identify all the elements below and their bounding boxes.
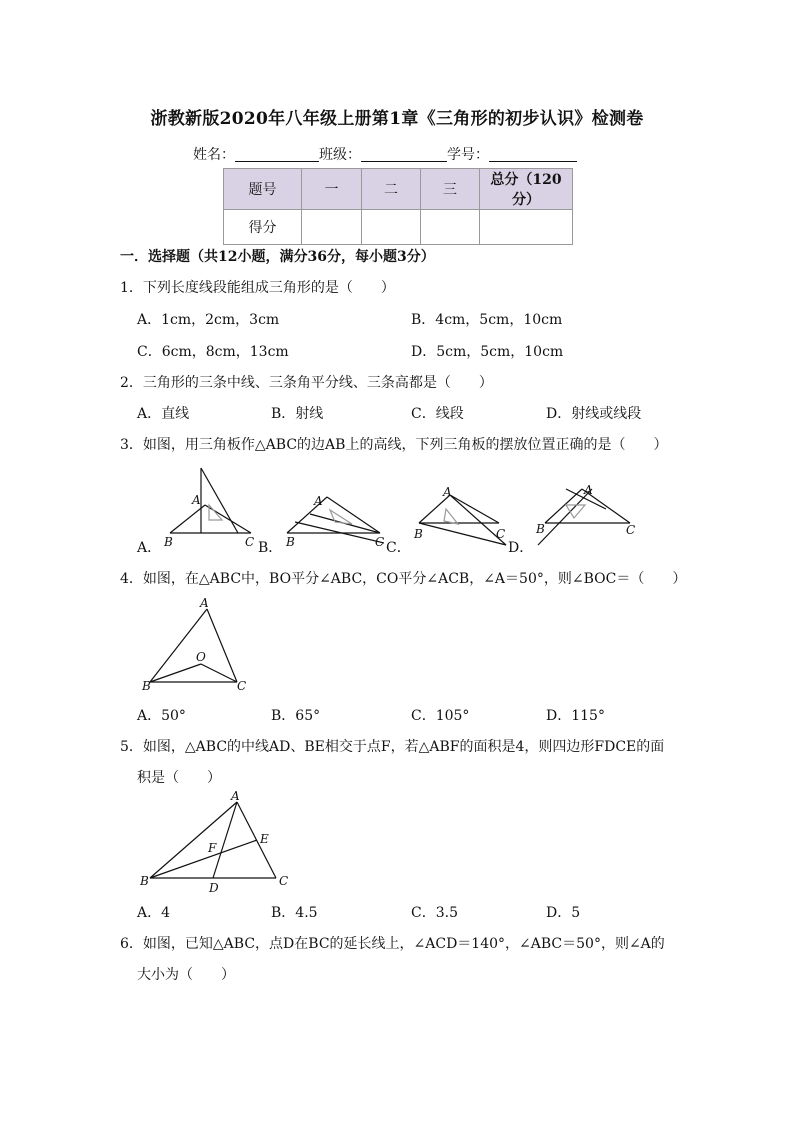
q3-figure-c [419,495,506,545]
q2-option-d[interactable]: D．射线或线段 [546,406,642,422]
section-heading: 一．选择题（共12小题，满分36分，每小题3分） [120,249,435,265]
label-a: A [314,494,323,508]
label-o: O [196,650,206,664]
label-a: A [231,789,240,803]
question-2-text: 2．三角形的三条中线、三条角平分线、三条高都是（ ） [120,375,493,391]
score-header-cell: 题号 [224,169,302,210]
label-b: B [164,535,173,549]
score-header-cell: 一 [302,169,362,210]
label-a: A [200,596,209,610]
q5-triangle-figure [150,802,276,878]
class-label: 班级： [319,147,361,163]
score-row-label: 得分 [224,210,302,245]
label-b: B [140,874,149,888]
score-header-cell: 二 [362,169,421,210]
q3-option-d[interactable]: D． [508,540,534,556]
q5-option-b[interactable]: B．4.5 [271,905,318,921]
q5-option-a[interactable]: A．4 [137,905,171,921]
question-6-text: 6．如图，已知△ABC，点D在BC的延长线上，∠ACD＝140°，∠ABC＝50°，则∠A的 [120,936,665,952]
question-3-text: 3．如图，用三角板作△ABC的边AB上的高线，下列三角板的摆放位置正确的是（ ） [120,437,668,453]
label-b: B [286,535,295,549]
q5-option-c[interactable]: C．3.5 [411,905,458,921]
label-c: C [245,535,255,549]
q4-option-d[interactable]: D．115° [546,708,605,724]
q4-option-c[interactable]: C．105° [411,708,470,724]
label-a: A [192,493,201,507]
q3-option-b[interactable]: B． [258,540,283,556]
label-b: B [414,527,423,541]
question-1-text: 1．下列长度线段能组成三角形的是（ ） [120,280,395,296]
label-b: B [142,679,151,693]
id-label: 学号： [447,147,489,163]
q3-figure-b [287,497,384,543]
label-c: C [626,523,636,537]
q2-option-a[interactable]: A．直线 [137,406,190,422]
q1-option-c[interactable]: C．6cm，8cm，13cm [137,344,289,360]
q2-option-b[interactable]: B．射线 [271,406,324,422]
q4-triangle-figure [150,609,237,682]
page-title: 浙教新版2020年八年级上册第1章《三角形的初步认识》检测卷 [150,109,644,129]
q3-option-c[interactable]: C． [386,540,411,556]
label-f: F [208,841,217,855]
question-5-text: 5．如图，△ABC的中线AD、BE相交于点F，若△ABF的面积是4，则四边形FDCE的面 [120,739,665,755]
label-e: E [260,832,269,846]
q3-figure-d [538,489,630,545]
score-header-cell: 三 [421,169,480,210]
q3-option-a[interactable]: A． [137,540,162,556]
q4-option-a[interactable]: A．50° [137,708,186,724]
label-a: A [443,485,452,499]
question-6-text-cont: 大小为（ ） [137,967,235,983]
question-5-text-cont: 积是（ ） [137,770,221,786]
label-c: C [496,527,506,541]
q1-option-d[interactable]: D．5cm，5cm，10cm [411,344,564,360]
question-4-text: 4．如图，在△ABC中，BO平分∠ABC，CO平分∠ACB，∠A＝50°，则∠BOC＝（ ） [120,571,687,587]
q3-figure-a [170,468,251,533]
q5-option-d[interactable]: D．5 [546,905,581,921]
score-header-cell: 总分（120分） [480,169,573,210]
label-c: C [237,679,247,693]
name-label: 姓名： [193,147,235,163]
q1-option-b[interactable]: B．4cm，5cm，10cm [411,312,563,328]
label-c: C [375,535,385,549]
label-a: A [584,483,593,497]
q2-option-c[interactable]: C．线段 [411,406,464,422]
label-c: C [279,874,289,888]
q4-option-b[interactable]: B．65° [271,708,321,724]
label-b: B [536,522,545,536]
label-d: D [209,881,219,895]
q1-option-a[interactable]: A．1cm，2cm，3cm [137,312,280,328]
